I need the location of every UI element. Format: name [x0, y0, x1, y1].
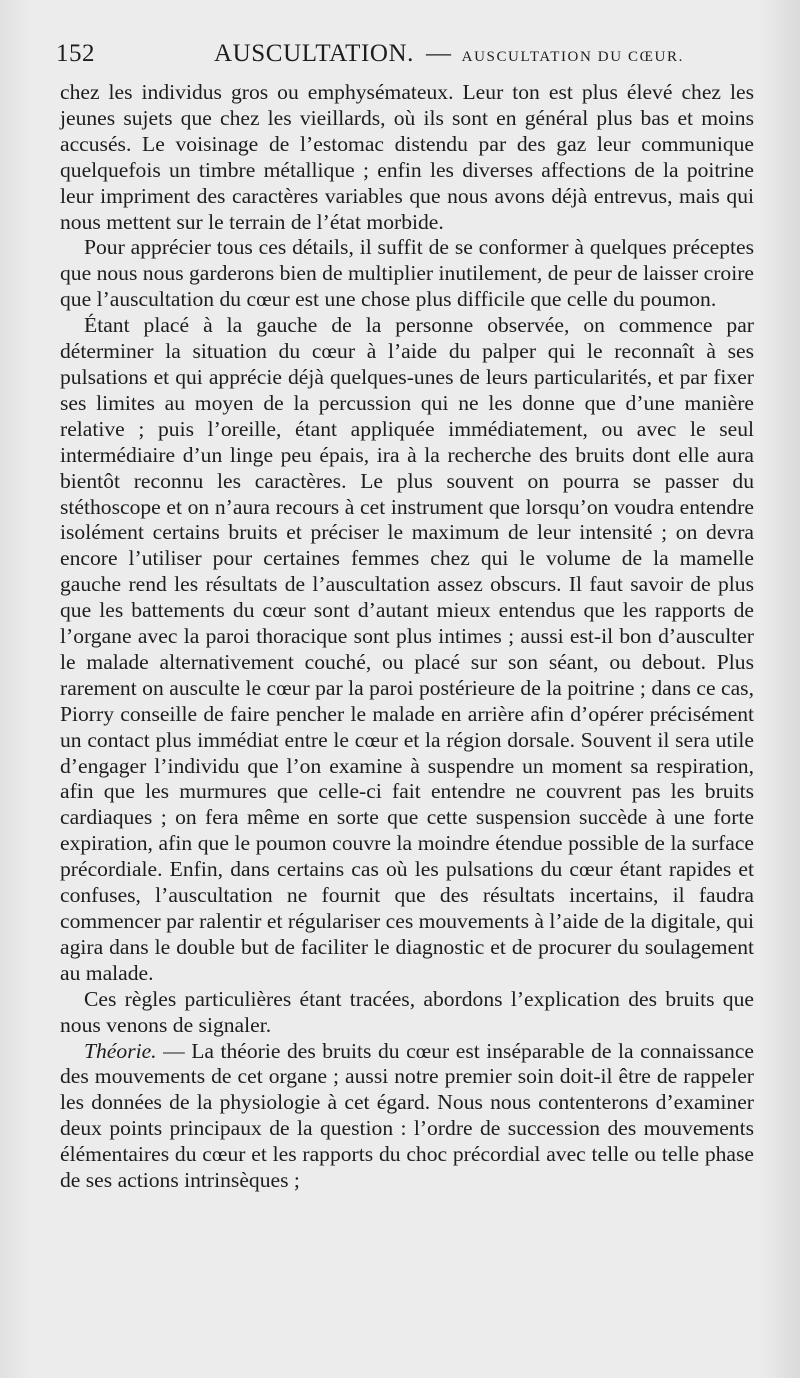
- running-title: [214, 40, 684, 68]
- paragraph-text: chez les individus gros ou emphysémateux. Leur ton est plus élevé chez les jeunes sujets que chez les vieillards, où ils sont en général plus bas et moins accusés. Le voisinage de l’estomac distendu par des gaz leur communique quelquefois un timbre métallique ; enfin les diverses affections de la poitrine leur impriment des caractères variables que nous avons déjà entrevus, mais qui nous mettent sur le terrain de l’état morbide.: [60, 80, 754, 234]
- paragraph: [60, 80, 754, 235]
- chapter-title: AUSCULTATION.: [214, 40, 415, 67]
- paragraph-text: Ces règles particulières étant tracées, abordons l’explication des bruits que nous venons de signaler.: [60, 986, 754, 1037]
- body-text: [60, 80, 754, 1194]
- paragraph-text: — La théorie des bruits du cœur est inséparable de la connaissance des mouvements de cet organe ; aussi notre premier soin doit-il être de rappeler les données de la physiologie à cet égard. Nous nous contenterons d’examiner deux points principaux de la question : l’ordre de succession des mouvements élémentaires du cœur et les rapports du choc précordial avec telle ou telle phase de ses actions intrinsèques ;: [60, 1038, 754, 1193]
- section-subtitle: AUSCULTATION DU CŒUR.: [461, 49, 684, 65]
- paragraph: [60, 987, 754, 1039]
- paragraph-text: Pour apprécier tous ces détails, il suffit de se conformer à quelques préceptes que nous nous garderons bien de multiplier inutilement, de peur de laisser croire que l’auscultation du cœur est une chose plus difficile que celle du poumon.: [60, 235, 754, 312]
- running-header: [56, 40, 760, 76]
- title-separator: —: [426, 40, 452, 67]
- paragraph: [60, 313, 754, 987]
- paragraph: [60, 235, 754, 313]
- paragraph-lead: Théorie.: [84, 1038, 157, 1063]
- paragraph-text: Étant placé à la gauche de la personne observée, on commence par déterminer la situation du cœur à l’aide du palper qui le reconnaît à ses pulsations et qui apprécie déjà quelques-unes de leurs particularités, et par fixer ses limites au moyen de la percussion qui ne les donne que d’une manière relative ; puis l’oreille, étant appliquée immédiatement, ou avec le seul intermédiaire d’un linge peu épais, ira à la recherche des bruits dont elle aura bientôt reconnu les caractères. Le plus souvent on pourra se passer du stéthoscope et on n’aura recours à cet instrument que lorsqu’on voudra entendre isolément certains bruits et préciser le maximum de leur intensité ; on devra encore l’utiliser pour certaines femmes chez qui le volume de la mamelle gauche rend les résultats de l’auscultation assez obscurs. Il faut savoir de plus que les battements du cœur sont d’autant mieux entendus que les rapports de l’organe avec la paroi thoracique sont plus intimes ; aussi est-il bon d’ausculter le malade alternativement couché, ou placé sur son séant, ou debout. Plus rarement on ausculte le cœur par la paroi postérieure de la poitrine ; dans ce cas, Piorry conseille de faire pencher le malade en arrière afin d’opérer précisément un contact plus immédiat entre le cœur et la région dorsale. Souvent il sera utile d’engager l’individu que l’on examine à suspendre un moment sa respiration, afin que les murmures que celle-ci fait entendre ne couvrent pas les bruits cardiaques ; on fera même en sorte que cette suspension succède à une forte expiration, afin que le poumon couvre la moindre étendue possible de la surface précordiale. Enfin, dans certains cas où les pulsations du cœur étant rapides et confuses, l’auscultation ne fournit que des résultats incertains, il faudra commencer par ralentir et régulariser ces mouvements à l’aide de la digitale, qui agira dans le double but de faciliter le diagnostic et de procurer du soulagement au malade.: [60, 313, 754, 985]
- page-number: 152: [56, 40, 95, 67]
- paragraph: [60, 1039, 754, 1194]
